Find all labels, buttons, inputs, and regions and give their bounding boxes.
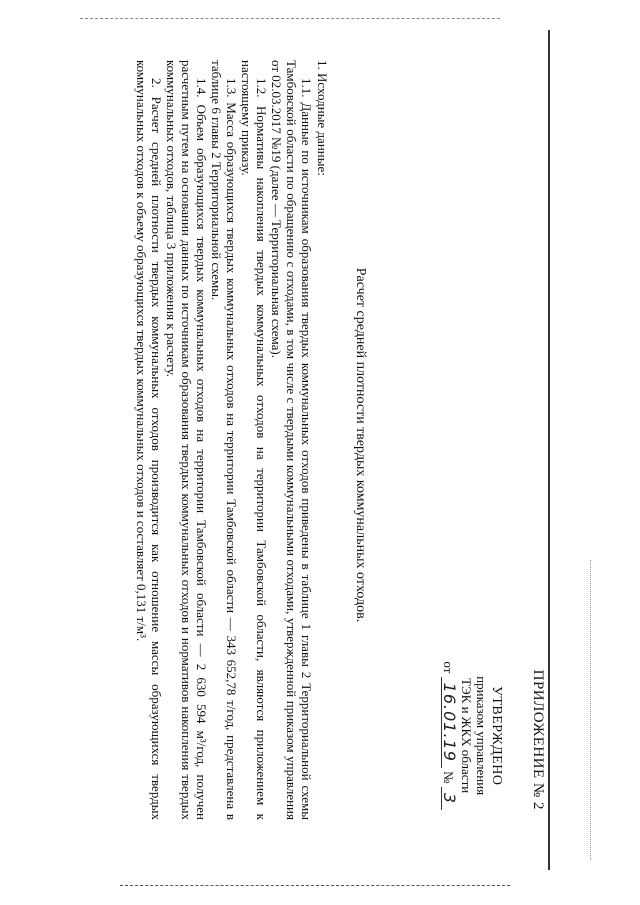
number-prefix: № — [441, 771, 456, 784]
approved-line-2: ТЭК и ЖКХ области — [459, 678, 474, 794]
approved-line-1: приказом управления — [474, 676, 489, 796]
paragraph-1-1: 1.1. Данные по источникам образования твердых коммунальных отходов приведены в таблице 1 главы 2 Территориальной схемы Тамбовской области по обращению с отходами, в том числе с твердыми коммунальными отходами, утвержденной приказом управления от 02.03.2017 №19 (далее — Территориальная схема). — [269, 60, 314, 820]
approved-heading: УТВЕРЖДЕНО — [489, 685, 504, 786]
approval-block — [441, 661, 504, 810]
paragraph-1-3: 1.3. Масса образующихся твердых коммунальных отходов на территории Тамбовской области — 343 652,78 т/год, представлена в таблице 6 главы 2 Территориальной схемы. — [209, 60, 239, 820]
document-body — [134, 60, 330, 820]
approval-date-line — [441, 661, 457, 810]
paragraph-1-4: 1.4. Объем образующихся твердых коммунальных отходов на территории Тамбовской области — 2 630 594 м³/год, получен расчетным путем на основании данных по источникам образования твердых коммунальных отходов и нормативов накопления твердых коммунальных отходов, таблица 3 приложения к расчету. — [164, 60, 209, 820]
scan-edge-dots — [590, 560, 593, 860]
rotated-document-page — [68, 20, 548, 870]
handwritten-number: 3 — [441, 787, 457, 810]
appendix-label: ПРИЛОЖЕНИЕ № 2 — [530, 669, 546, 810]
section-1-heading: 1. Исходные данные: — [315, 60, 330, 176]
paragraph-1-2: 1.2. Нормативы накопления твердых коммунальных отходов на территории Тамбовской области, являются приложением к настоящему приказу. — [239, 60, 269, 820]
date-prefix: от — [441, 661, 456, 674]
document-title: Расчет средней плотности твердых коммунальных отходов. — [353, 267, 368, 623]
handwritten-date: 16.01.19 — [441, 677, 457, 768]
scan-edge-bottom — [120, 885, 510, 887]
paragraph-2: 2. Расчет средней плотности твердых коммунальных отходов производится как отношение массы образующихся твердых коммунальных отходов к объему образующихся твердых коммунальных отходов и составляет 0,131 т/м³. — [134, 60, 164, 820]
scan-edge-right — [548, 30, 550, 870]
